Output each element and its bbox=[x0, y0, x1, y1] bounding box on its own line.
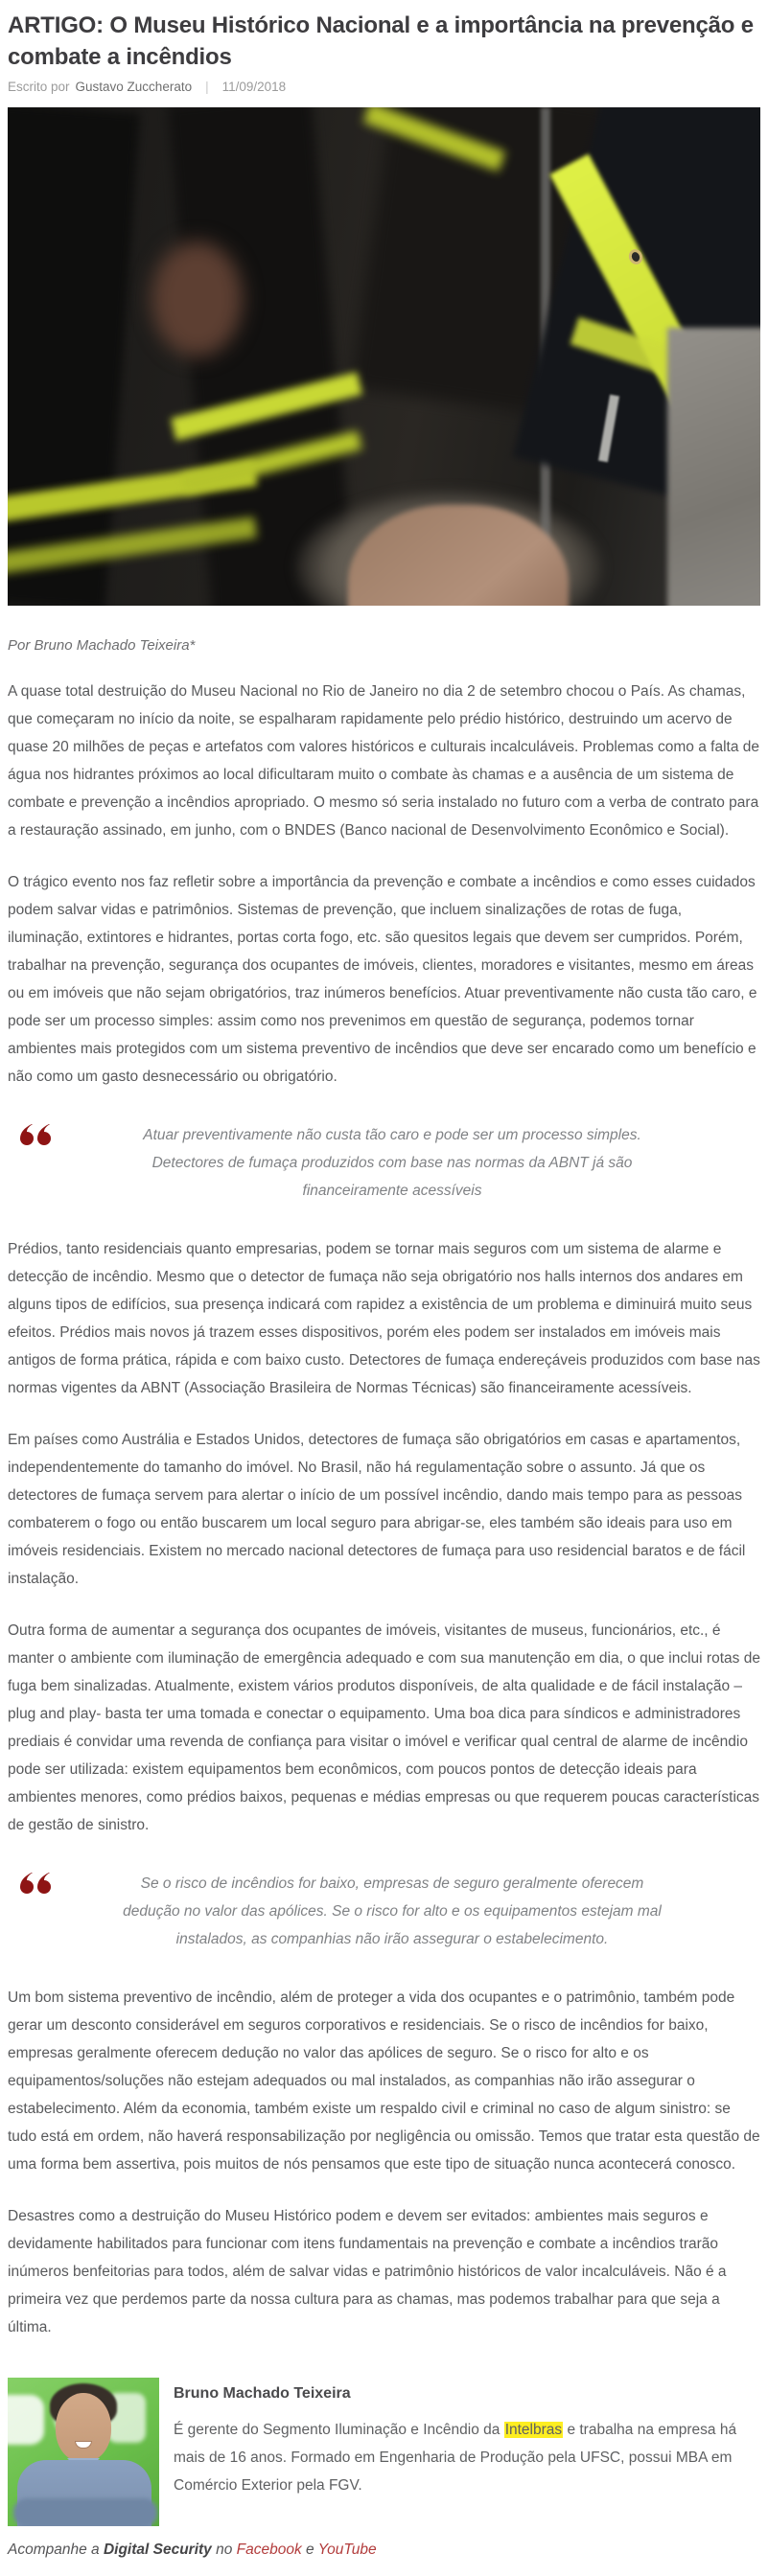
quote-text: Atuar preventivamente não custa tão caro e pode ser um processo simples. Detectores de fumaça produzidos com base nas normas da ABNT já são financeiramente acessíveis bbox=[143, 1127, 641, 1199]
photo-shape bbox=[8, 2395, 44, 2445]
bio-text-part: e trabalha na empresa há mais de 16 anos. Formado em Engenharia de Produção pela UFSC, possui MBA em Comércio Exterior pela FGV. bbox=[174, 2422, 737, 2494]
byline-date: 11/09/2018 bbox=[221, 80, 287, 94]
footer-brand: Digital Security bbox=[103, 2542, 212, 2558]
follow-footer bbox=[8, 2542, 760, 2559]
author-photo bbox=[8, 2378, 159, 2526]
hero-image bbox=[8, 107, 760, 606]
paragraph: Outra forma de aumentar a segurança dos ocupantes de imóveis, visitantes de museus, funcionários, etc., é manter o ambiente com iluminação de emergência adequado e com sua manutenção em dia, o que inclui rotas de fuga bem sinalizadas. Atualmente, existem vários produtos disponíveis, de alta qualidade e de fácil instalação – plug and play- basta ter uma tomada e conectar o equipamento. Uma boa dica para síndicos e administradores prediais é convidar uma revenda de confiança para visitar o imóvel e verificar qual central de alarme de incêndio pode ser utilizada: existem equipamentos bem econômicos, com poucos pontos de detecção ideais para ambientes menores, como prédios baixos, pequenas e médias empresas ou que requerem poucas características de gestão de sinistro. bbox=[8, 1622, 760, 1833]
quote-icon bbox=[8, 1870, 58, 1901]
byline-prefix: Escrito por bbox=[8, 80, 70, 94]
paragraph: Um bom sistema preventivo de incêndio, além de proteger a vida dos ocupantes e o patrimônio, também pode gerar um desconto considerável em seguros corporativos e residenciais. Se o risco de incêndios for baixo, empresas geralmente oferecem dedução no valor das apólices de seguro. Se o risco for alto e os equipamentos/soluções não estejam adequados ou mal instalados, as companhias não irão assegurar o estabelecimento. Além da economia, também existe um respaldo civil e criminal no caso de algum sinistro: se tudo está em ordem, não haverá responsabilização por negligência ou omissão. Temos que tratar esta questão de uma forma bem assertiva, pois muitos de nós pensamos que este tipo de situação nunca acontecerá conosco. bbox=[8, 1990, 760, 2173]
photo-shape bbox=[56, 2393, 111, 2462]
facebook-link[interactable]: Facebook bbox=[236, 2542, 302, 2558]
youtube-link[interactable]: YouTube bbox=[317, 2542, 377, 2558]
hero-shape bbox=[8, 107, 140, 606]
bio-text-part: É gerente do Segmento Iluminação e Incêndio da bbox=[174, 2422, 504, 2438]
author-name: Bruno Machado Teixeira bbox=[174, 2385, 351, 2402]
byline-separator: | bbox=[205, 80, 209, 94]
paragraph: Em países como Austrália e Estados Unidos, detectores de fumaça são obrigatórios em casas e apartamentos, independentemente do tamanho do imóvel. No Brasil, não há regulamentação sobre o assunto. Já que os detectores de fumaça servem para alertar o início de um possível incêndio, dando mais tempo para as pessoas combaterem o fogo ou então buscarem um local seguro para abrigar-se, eles também são ideais para uso em imóveis residenciais. Existem no mercado nacional detectores de fumaça para uso residencial baratos e de fácil instalação. bbox=[8, 1432, 746, 1587]
author-bio bbox=[8, 2378, 760, 2526]
paragraph: O trágico evento nos faz refletir sobre a importância da prevenção e combate a incêndios e como esses cuidados podem salvar vidas e patrimônios. Sistemas de prevenção, que incluem sinalizações de rotas de fuga, iluminação, extintores e hidrantes, portas corta fogo, etc. são quesitos legais que devem ser cumpridos. Porém, trabalhar na prevenção, segurança dos ocupantes de imóveis, clientes, moradores e visitantes, mesmo em áreas ou em imóveis que não sejam obrigatórios, traz inúmeros benefícios. Atuar preventivamente não custa tão caro, e pode ser um processo simples: assim como nos prevenimos em questão de segurança, podemos tornar ambientes mais protegidos com um sistema preventivo de incêndios que deve ser encarado como um benefício e não como um gasto desnecessário ou obrigatório. bbox=[8, 874, 757, 1085]
article-body bbox=[8, 637, 760, 2341]
paragraph: Prédios, tanto residenciais quanto empresarias, podem se tornar mais seguros com um sistema de alarme e detecção de incêndio. Mesmo que o detector de fumaça não seja obrigatório nos halls internos dos andares em alguns tipos de edifícios, sua presença indicará com rapidez a existência de um problema e diminuirá muito seus efeitos. Prédios mais novos já trazem esses dispositivos, porém eles podem ser instalados em imóveis mais antigos de forma prática, rápida e com baixo custo. Detectores de fumaça endereçáveis produzidos com base nas normas vigentes da ABNT (Associação Brasileira de Normas Técnicas) são financeiramente acessíveis. bbox=[8, 1241, 760, 1396]
article-credit: Por Bruno Machado Teixeira* bbox=[8, 637, 196, 654]
footer-text: Acompanhe a bbox=[8, 2542, 104, 2558]
footer-text: e bbox=[301, 2542, 318, 2558]
author-description bbox=[174, 2416, 760, 2499]
blockquote bbox=[8, 1870, 760, 1953]
quote-text: Se o risco de incêndios for baixo, empresas de seguro geralmente oferecem dedução no valor das apólices. Se o risco for alto e os equipamentos estejam mal instalados, as companhias não irão assegurar o estabelecimento. bbox=[123, 1875, 662, 1947]
hero-shape bbox=[667, 328, 760, 606]
highlighted-term: Intelbras bbox=[504, 2422, 563, 2438]
hero-shape bbox=[151, 242, 243, 356]
blockquote bbox=[8, 1121, 760, 1205]
byline bbox=[8, 80, 760, 94]
quote-icon bbox=[8, 1121, 58, 1153]
byline-author: Gustavo Zuccherato bbox=[75, 80, 193, 94]
paragraph: A quase total destruição do Museu Nacional no Rio de Janeiro no dia 2 de setembro chocou o País. As chamas, que começaram no início da noite, se espalharam rapidamente pelo prédio histórico, destruindo um acervo de quase 20 milhões de peças e artefatos com valores históricos e culturais incalculáveis. Problemas como a falta de água nos hidrantes próximos ao local dificultaram muito o combate às chamas e a ausência de um sistema de combate e prevenção a incêndios apropriado. O mesmo só seria instalado no futuro com a verba de contrato para a restauração assinado, em junho, com o BNDES (Banco nacional de Desenvolvimento Econômico e Social). bbox=[8, 683, 760, 839]
author-bio-content bbox=[174, 2378, 760, 2526]
footer-text: no bbox=[211, 2542, 237, 2558]
photo-shape bbox=[13, 2498, 157, 2526]
page-title: ARTIGO: O Museu Histórico Nacional e a importância na prevenção e combate a incêndios bbox=[8, 12, 754, 70]
paragraph: Desastres como a destruição do Museu Histórico podem e devem ser evitados: ambientes mais seguros e devidamente habilitados para funcionar com itens fundamentais na prevenção e combate a incêndios trarão inúmeros benfeitorias para todos, além de salvar vidas e patrimônio históricos de valor incalculáveis. Não é a primeira vez que perdemos parte da nossa cultura para as chamas, mas podemos trabalhar para que seja a última. bbox=[8, 2208, 727, 2335]
